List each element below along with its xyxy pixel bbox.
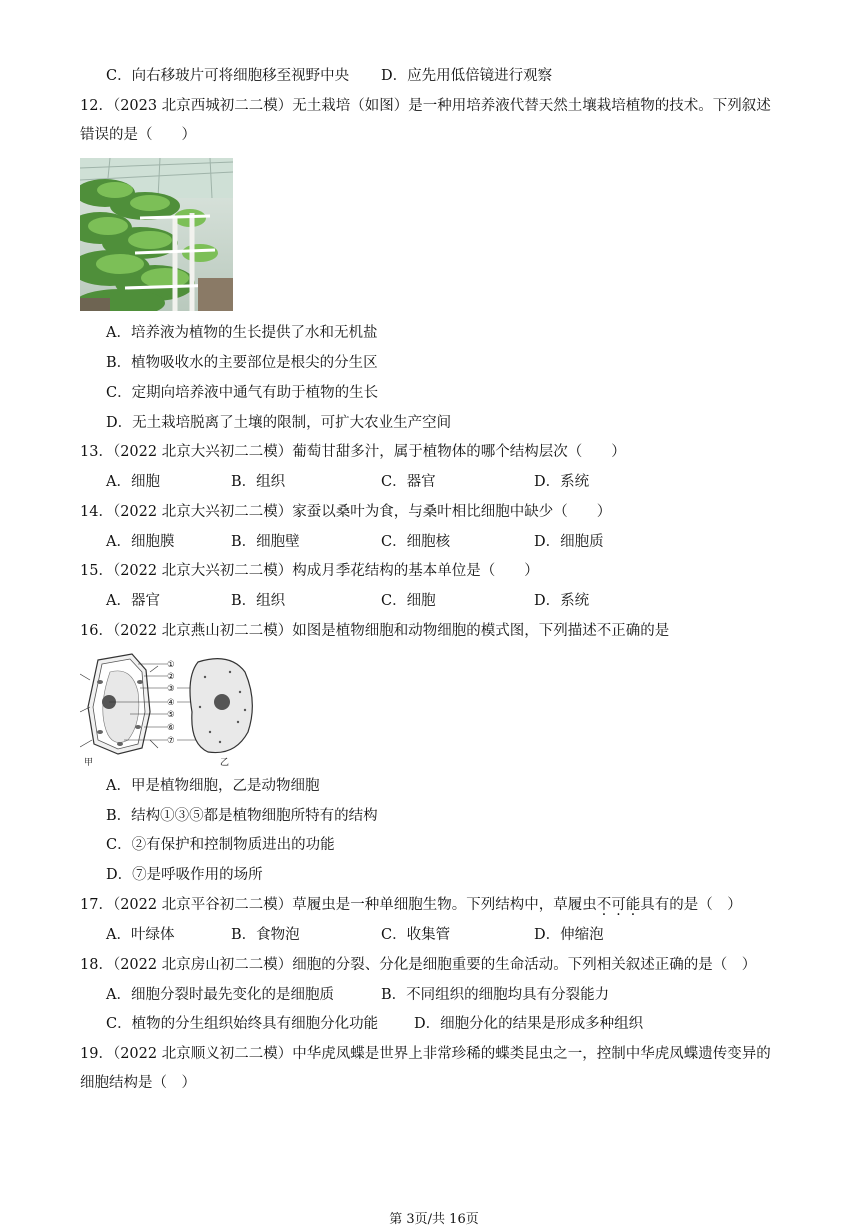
q16-stem: 16．（2022 北京燕山初二二模）如图是植物细胞和动物细胞的模式图，下列描述不正确的是 [80, 623, 670, 639]
q18-option-c: C．植物的分生组织始终具有细胞分化功能 [106, 1016, 379, 1032]
label-4: ④ [167, 698, 175, 708]
emphasis-char: 可 [611, 897, 626, 913]
animal-cell-figure [190, 659, 252, 767]
cell-diagram [80, 652, 280, 767]
q13-stem: 13．（2022 北京大兴初二二模）葡萄甘甜多汁，属于植物体的哪个结构层次（ ） [80, 444, 626, 460]
q12-stem-line2: 错误的是（ ） [80, 127, 196, 143]
q15-option-b: B．组织 [231, 593, 286, 609]
q17-option-d: D．伸缩泡 [534, 927, 604, 943]
hydroponics-photo [80, 158, 233, 311]
q12-option-c: C．定期向培养液中通气有助于植物的生长 [106, 385, 379, 401]
q18-option-a: A．细胞分裂时最先变化的是细胞质 [106, 987, 334, 1003]
q16-option-c: C．②有保护和控制物质进出的功能 [106, 837, 335, 853]
q15-option-d: D．系统 [534, 593, 590, 609]
q19-stem-line1: 19．（2022 北京顺义初二二模）中华虎凤蝶是世界上非常珍稀的蝶类昆虫之一，控制中华虎凤蝶遗传变异的 [80, 1046, 771, 1062]
q16-option-b: B．结构①③⑤都是植物细胞所特有的结构 [106, 808, 378, 824]
q17-option-b: B．食物泡 [231, 927, 300, 943]
q12-stem-line1: 12．（2023 北京西城初二二模）无土栽培（如图）是一种用培养液代替天然土壤栽培植物的技术。下列叙述 [80, 98, 771, 114]
q18-option-b: B．不同组织的细胞均具有分裂能力 [381, 987, 610, 1003]
q14-option-b: B．细胞壁 [231, 534, 300, 550]
q15-option-a: A．器官 [106, 593, 160, 609]
q19-stem-line2: 细胞结构是（ ） [80, 1075, 196, 1091]
q15-option-c: C．细胞 [381, 593, 436, 609]
q12-option-b: B．植物吸收水的主要部位是根尖的分生区 [106, 355, 378, 371]
q18-stem: 18．（2022 北京房山初二二模）细胞的分裂、分化是细胞重要的生命活动。下列相关叙述正确的是（ ） [80, 957, 757, 973]
q13-option-c: C．器官 [381, 474, 436, 490]
q13-option-a: A．细胞 [106, 474, 160, 490]
q16-option-d: D．⑦是呼吸作用的场所 [106, 867, 263, 883]
q14-stem: 14．（2022 北京大兴初二二模）家蚕以桑叶为食，与桑叶相比细胞中缺少（ ） [80, 504, 612, 520]
q13-option-d: D．系统 [534, 474, 590, 490]
label-5: ⑤ [167, 710, 175, 720]
q12-option-d: D．无土栽培脱离了土壤的限制，可扩大农业生产空间 [106, 415, 452, 431]
q17-option-c: C．收集管 [381, 927, 451, 943]
page-number: 第 3页/共 16页 [389, 1212, 479, 1227]
label-3: ③ [167, 684, 175, 694]
q11-option-c: C．向右移玻片可将细胞移至视野中央 [106, 68, 350, 84]
caption-jia: 甲 [84, 758, 94, 767]
q11-option-d: D．应先用低倍镜进行观察 [381, 68, 553, 84]
q14-option-d: D．细胞质 [534, 534, 604, 550]
q13-option-b: B．组织 [231, 474, 286, 490]
label-2: ② [167, 672, 175, 682]
q12-option-a: A．培养液为植物的生长提供了水和无机盐 [106, 325, 378, 341]
emphasis-char: 能 [625, 897, 641, 913]
caption-yi: 乙 [220, 758, 230, 767]
q16-option-a: A．甲是植物细胞，乙是动物细胞 [106, 778, 320, 794]
label-1: ① [167, 660, 175, 670]
q15-stem: 15．（2022 北京大兴初二二模）构成月季花结构的基本单位是（ ） [80, 563, 539, 579]
plant-cell-figure [80, 654, 158, 767]
label-7: ⑦ [167, 736, 175, 746]
label-6: ⑥ [167, 723, 175, 733]
q18-option-d: D．细胞分化的结果是形成多种组织 [414, 1016, 644, 1032]
q17-option-a: A．叶绿体 [106, 927, 175, 943]
emphasis-char: 不 [596, 897, 612, 913]
q14-option-c: C．细胞核 [381, 534, 451, 550]
q14-option-a: A．细胞膜 [106, 534, 175, 550]
q17-stem: 17．（2022 北京平谷初二二模）草履虫是一种单细胞生物。下列结构中，草履虫不可能具有的是（ ） [80, 897, 742, 913]
